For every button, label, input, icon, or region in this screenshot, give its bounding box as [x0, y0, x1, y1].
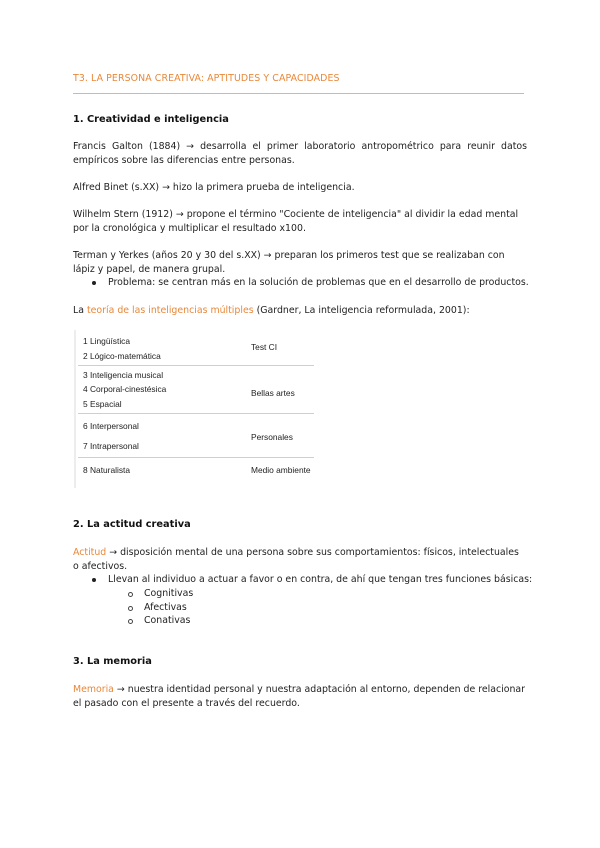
- actitud-term: Actitud: [73, 547, 107, 558]
- sub-bullet-circle: [128, 592, 133, 597]
- problema-text: Problema: se centran más en la solución de problemas que en el desarrollo de productos.: [108, 277, 529, 288]
- gardner-theory-link[interactable]: teoría de las inteligencias múltiples: [86, 305, 254, 316]
- function-label: Conativas: [144, 615, 191, 626]
- gardner-prefix: La: [73, 305, 87, 316]
- binet-paragraph: Alfred Binet (s.XX) → hizo la primera prueba de inteligencia.: [73, 182, 355, 193]
- title-divider: [73, 93, 524, 94]
- memoria-term: Memoria: [73, 684, 114, 695]
- table-divider: [78, 457, 314, 458]
- table-category: Bellas artes: [251, 388, 295, 398]
- table-item: 8 Naturalista: [83, 465, 131, 475]
- table-divider: [78, 413, 314, 414]
- table-category: Personales: [251, 432, 293, 442]
- actitud-definition: → disposición mental de una persona sobre sus comportamientos: físicos, intelectuales o afectivos.: [73, 547, 519, 572]
- stern-paragraph: Wilhelm Stern (1912) → propone el término "Cociente de inteligencia" al dividir la edad mental por la cronológica y multiplicar el resultado x100.: [73, 209, 519, 234]
- bullet-dot: [92, 281, 96, 285]
- table-divider: [78, 365, 314, 366]
- table-category: Medio ambiente: [251, 465, 311, 475]
- terman-paragraph: Terman y Yerkes (años 20 y 30 del s.XX) → preparan los primeros test que se realizaban con lápiz y papel, de manera grupal.: [73, 250, 505, 275]
- sub-bullet-circle: [128, 619, 133, 624]
- table-item: 1 Lingüística: [83, 336, 131, 346]
- galton-paragraph: Francis Galton (1884) → desarrolla el primer laboratorio antropométrico para reunir datos empíricos sobre las diferencias entre personas.: [73, 141, 527, 166]
- table-item: 4 Corporal-cinestésica: [83, 384, 167, 394]
- memoria-paragraph: [73, 683, 527, 710]
- table-item: 6 Interpersonal: [83, 421, 139, 431]
- bullet-dot: [92, 578, 96, 582]
- table-left-shade: [74, 330, 76, 488]
- memoria-definition: → nuestra identidad personal y nuestra adaptación al entorno, dependen de relacionar el pasado con el presente a través del recuerdo.: [73, 684, 526, 709]
- table-item: 5 Espacial: [83, 399, 122, 409]
- table-item: 3 Inteligencia musical: [83, 370, 164, 380]
- gardner-paragraph: [73, 304, 527, 318]
- section-2-heading: 2. La actitud creativa: [73, 519, 191, 530]
- actitud-paragraph: [73, 546, 527, 573]
- document-title: T3. LA PERSONA CREATIVA: APTITUDES Y CAPACIDADES: [73, 73, 340, 84]
- function-label: Cognitivas: [144, 588, 194, 599]
- table-item: 7 Intrapersonal: [83, 441, 139, 451]
- intelligences-table: [74, 330, 326, 488]
- table-item: 2 Lógico-matemática: [83, 351, 161, 361]
- funciones-text: Llevan al individuo a actuar a favor o en contra, de ahí que tengan tres funciones básicas:: [108, 574, 533, 585]
- table-category: Test CI: [251, 342, 278, 352]
- gardner-suffix: (Gardner, La inteligencia reformulada, 2001):: [253, 305, 470, 316]
- sub-bullet-circle: [128, 606, 133, 611]
- section-1-heading: 1. Creatividad e inteligencia: [73, 114, 229, 125]
- section-3-heading: 3. La memoria: [73, 656, 152, 667]
- function-label: Afectivas: [144, 602, 187, 613]
